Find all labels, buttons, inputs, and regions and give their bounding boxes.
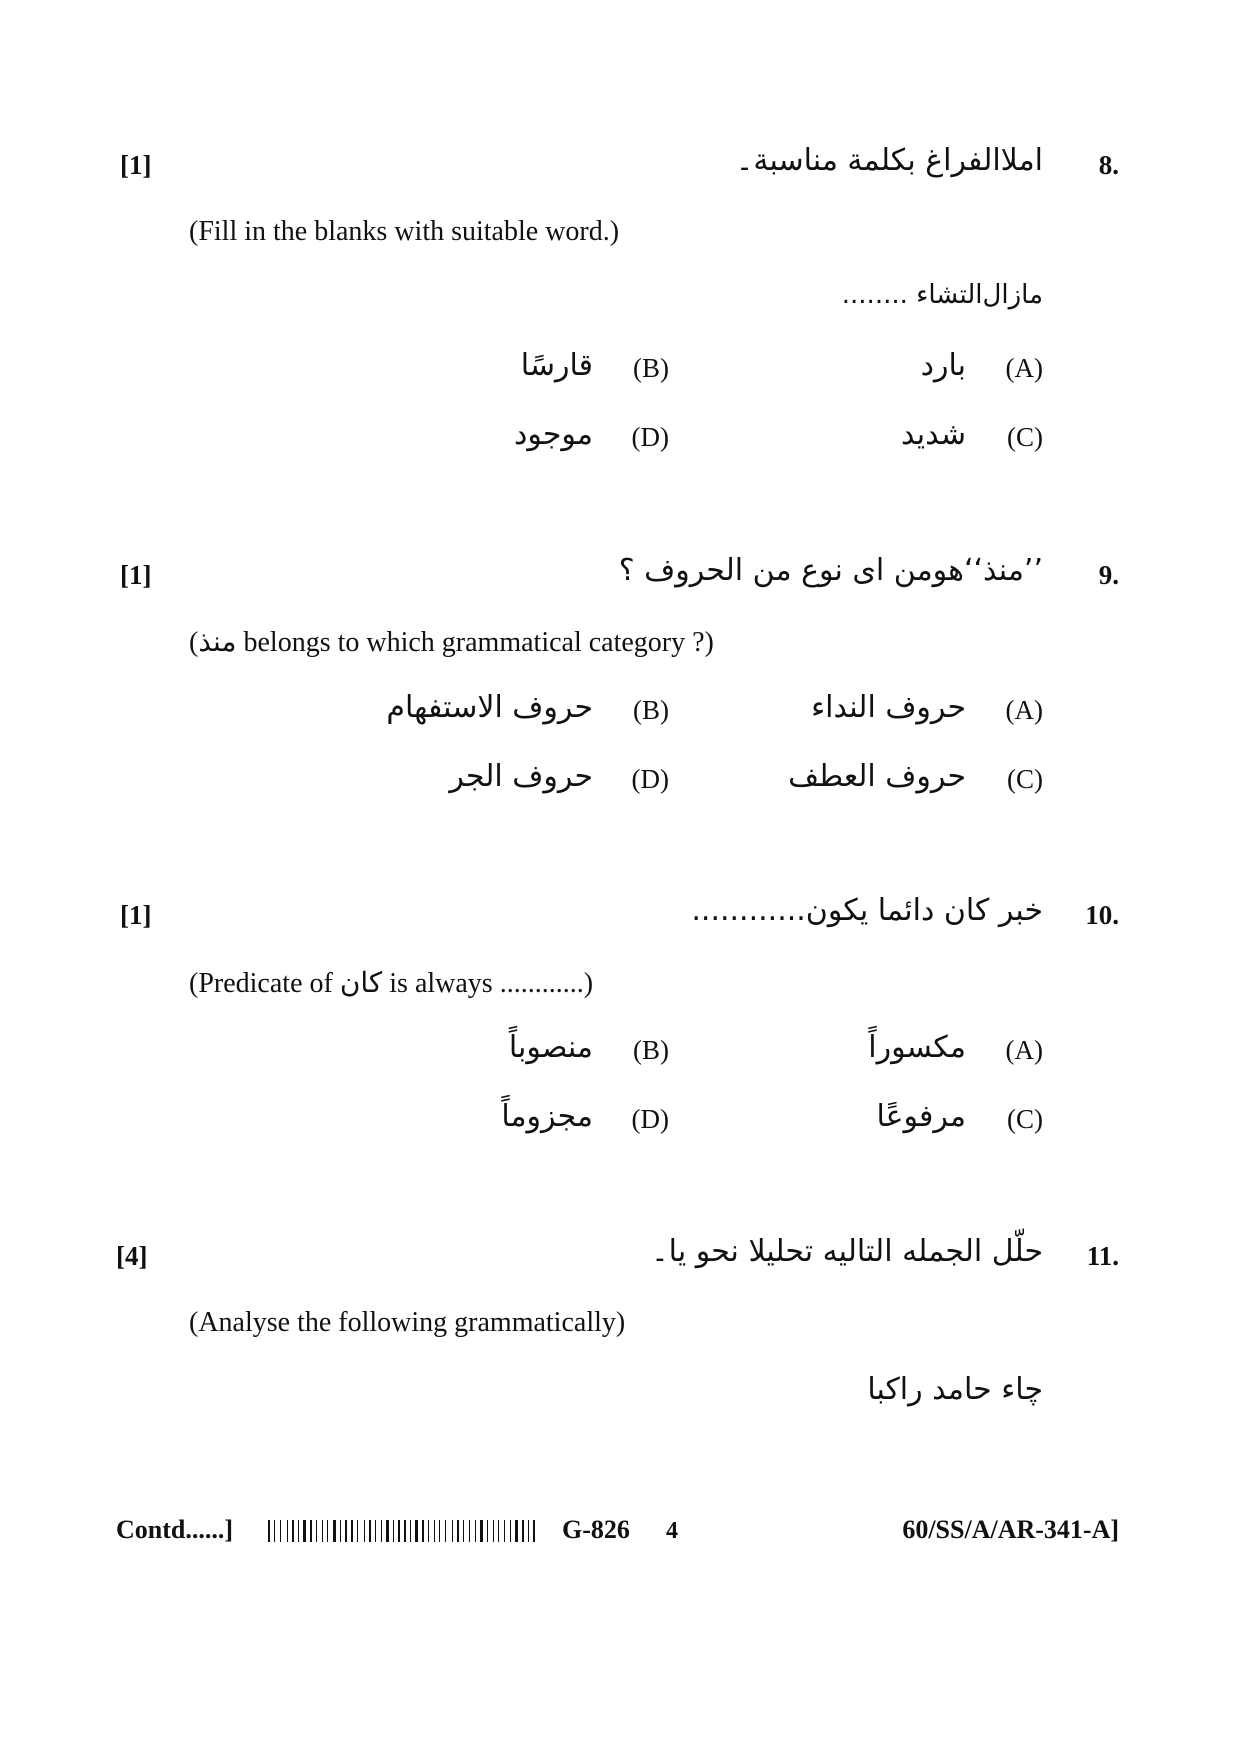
q8-number: 8. [1098, 150, 1119, 180]
q8-english-prompt: (Fill in the blanks with suitable word.) [189, 216, 620, 247]
barcode-bar [359, 1520, 362, 1542]
barcode-bar [528, 1520, 529, 1542]
barcode-bar [457, 1520, 459, 1542]
barcode-bar [434, 1520, 435, 1542]
q8-option-b-text: قارسًا [520, 348, 593, 383]
q9-option-b-text: حروف الاستفهام [386, 690, 593, 725]
page-number: 4 [666, 1518, 678, 1544]
q9-option-b-label: (B) [633, 695, 669, 725]
barcode-bar [303, 1520, 306, 1542]
barcode-bar [395, 1520, 396, 1542]
barcode-bar [271, 1520, 272, 1542]
barcode-bar [398, 1520, 400, 1542]
barcode-bar [430, 1520, 432, 1542]
q8-option-a-text: بارد [920, 348, 966, 383]
barcode-bar [412, 1520, 413, 1542]
barcode-bar [500, 1520, 502, 1542]
barcode-bar [495, 1520, 496, 1542]
barcode-bar [404, 1520, 406, 1542]
q9-english-prompt: (منذ belongs to which grammatical category ?) [189, 627, 714, 658]
q10-option-b-text: منصوباً [508, 1030, 593, 1065]
barcode-bar [439, 1520, 440, 1542]
q10-option-a-text: مكسوراً [868, 1030, 966, 1065]
barcode-bar [342, 1520, 343, 1542]
barcode-bar [401, 1520, 402, 1542]
barcode-bar [504, 1520, 505, 1542]
q8-option-d-text: موجود [514, 417, 593, 452]
barcode-bar [318, 1520, 320, 1542]
barcode-bar [530, 1520, 531, 1542]
barcode-bar [445, 1520, 446, 1542]
barcode-bar [375, 1520, 376, 1542]
barcode-bar [289, 1520, 290, 1542]
barcode-bar [333, 1520, 336, 1542]
q10-arabic-prompt: خبر كان دائما يكون............ [691, 893, 1043, 928]
barcode-bar [469, 1520, 470, 1542]
barcode-bar [422, 1520, 424, 1542]
barcode-bar [383, 1520, 384, 1542]
barcode-bar [510, 1520, 511, 1542]
q8-marks: [1] [120, 150, 152, 180]
barcode-bar [300, 1520, 301, 1542]
q8-option-d-label: (D) [631, 422, 669, 452]
barcode-bar [425, 1520, 426, 1542]
q9-number: 9. [1098, 560, 1119, 590]
q9-option-d-text: حروف الجر [449, 759, 593, 794]
barcode-bar [327, 1520, 328, 1542]
barcode-bar [357, 1520, 358, 1542]
barcode-bar [364, 1520, 365, 1542]
barcode-bar [287, 1520, 288, 1542]
barcode-bar [310, 1520, 312, 1542]
barcode-bar [489, 1520, 491, 1542]
barcode-bar [493, 1520, 494, 1542]
q8-stem: مازال‌التشاء ........ [841, 280, 1043, 310]
barcode-bar [498, 1520, 499, 1542]
barcode-bar [393, 1520, 394, 1542]
barcode-bar [340, 1520, 341, 1542]
barcode-bar [506, 1520, 508, 1542]
footer-code: G-826 [562, 1515, 630, 1544]
barcode-bar [460, 1520, 461, 1542]
barcode-bar [428, 1520, 429, 1542]
barcode-bar [348, 1520, 349, 1542]
barcode-bar [274, 1520, 275, 1542]
q10-option-b-label: (B) [633, 1035, 669, 1065]
barcode-bar [268, 1520, 270, 1542]
q8-option-b-label: (B) [633, 353, 669, 383]
q10-english-prompt: (Predicate of كان is always ............) [189, 968, 594, 999]
q8-option-c-label: (C) [1007, 422, 1043, 452]
barcode-bar [525, 1520, 526, 1542]
q9-option-d-label: (D) [631, 764, 669, 794]
barcode-bar [454, 1520, 455, 1542]
q9-option-c-text: حروف العطف [788, 759, 966, 794]
barcode-bar [477, 1520, 478, 1542]
q9-option-a-label: (A) [1005, 695, 1043, 725]
barcode-bar [452, 1520, 453, 1542]
q11-sentence: چاء حامد راكبا [867, 1372, 1043, 1407]
q10-option-d-text: مجزوماً [501, 1099, 593, 1134]
barcode-bar [295, 1520, 296, 1542]
q10-marks: [1] [120, 900, 152, 930]
q9-option-c-label: (C) [1007, 764, 1043, 794]
barcode-bar [276, 1520, 278, 1542]
q11-number: 11. [1086, 1241, 1119, 1271]
footer-paper-code: 60/SS/A/AR-341-A] [902, 1515, 1119, 1544]
barcode-bar [522, 1520, 524, 1542]
barcode-bar [410, 1520, 411, 1542]
q8-option-c-text: شديد [901, 417, 966, 452]
barcode-bar [307, 1520, 308, 1542]
q9-marks: [1] [120, 560, 152, 590]
barcode-bar [407, 1520, 408, 1542]
barcode [268, 1520, 538, 1542]
q10-option-c-label: (C) [1007, 1104, 1043, 1134]
barcode-bar [441, 1520, 443, 1542]
q10-option-d-label: (D) [631, 1104, 669, 1134]
barcode-bar [337, 1520, 338, 1542]
barcode-bar [381, 1520, 382, 1542]
footer-contd: Contd......] [116, 1515, 234, 1544]
barcode-bar [282, 1520, 285, 1542]
barcode-bar [298, 1520, 299, 1542]
q11-marks: [4] [116, 1241, 148, 1271]
barcode-bar [369, 1520, 371, 1542]
barcode-bar [465, 1520, 467, 1542]
barcode-bar [386, 1520, 389, 1542]
q8-arabic-prompt: املاالفراغ بكلمة مناسبة۔ [735, 143, 1043, 178]
barcode-bar [354, 1520, 355, 1542]
barcode-bar [316, 1520, 317, 1542]
barcode-bar [487, 1520, 488, 1542]
q8-option-a-label: (A) [1005, 353, 1043, 383]
barcode-bar [471, 1520, 473, 1542]
barcode-bar [463, 1520, 464, 1542]
q11-english-prompt: (Analyse the following grammatically) [189, 1307, 626, 1338]
q9-arabic-prompt: ’’منذ‘‘هومن اى نوع من الحروف ؟ [618, 553, 1043, 588]
barcode-bar [345, 1520, 347, 1542]
barcode-bar [329, 1520, 331, 1542]
barcode-bar [366, 1520, 367, 1542]
barcode-bar [475, 1520, 476, 1542]
barcode-bar [519, 1520, 520, 1542]
barcode-bar [415, 1520, 418, 1542]
barcode-bar [390, 1520, 391, 1542]
barcode-bar [292, 1520, 294, 1542]
barcode-bar [419, 1520, 420, 1542]
barcode-bar [515, 1520, 518, 1542]
barcode-bar [480, 1520, 483, 1542]
barcode-bar [512, 1520, 513, 1542]
barcode-bar [484, 1520, 485, 1542]
barcode-bar [447, 1520, 450, 1542]
q9-option-a-text: حروف النداء [811, 690, 966, 725]
barcode-bar [351, 1520, 353, 1542]
barcode-bar [533, 1520, 535, 1542]
barcode-bar [324, 1520, 325, 1542]
barcode-bar [436, 1520, 437, 1542]
barcode-bar [372, 1520, 373, 1542]
barcode-bar [313, 1520, 314, 1542]
barcode-bar [280, 1520, 281, 1542]
barcode-bar [322, 1520, 323, 1542]
q10-option-a-label: (A) [1005, 1035, 1043, 1065]
q10-number: 10. [1085, 900, 1119, 930]
q10-option-c-text: مرفوعًا [876, 1099, 966, 1134]
q11-arabic-prompt: حلّل الجمله التاليه تحليلا نحو يا۔ [651, 1234, 1043, 1269]
barcode-bar [377, 1520, 379, 1542]
